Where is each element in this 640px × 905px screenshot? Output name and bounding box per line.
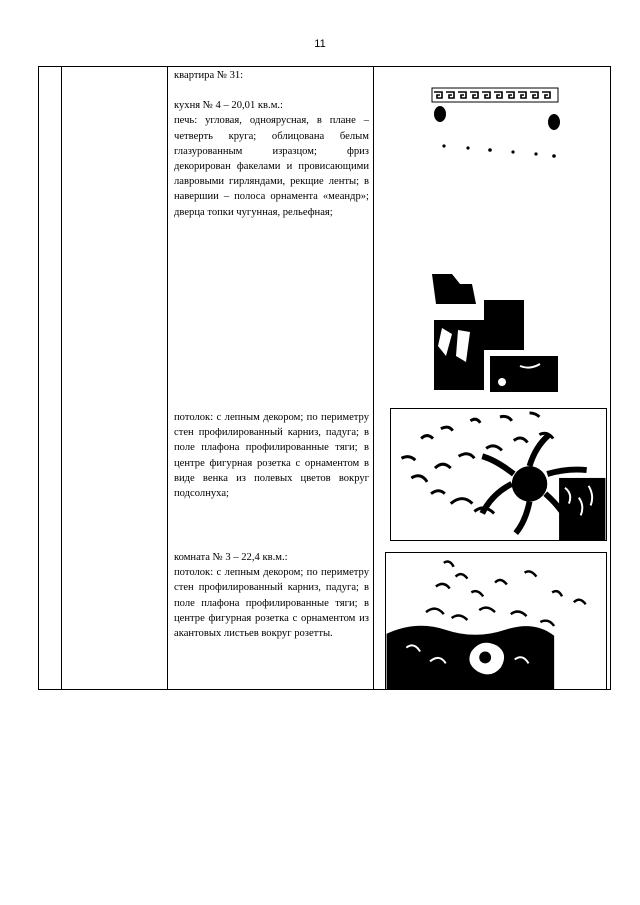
- entry-room-3: [174, 550, 369, 641]
- room-3-ceiling-rosette-photo: [385, 552, 607, 690]
- room-3-rosette-image: [386, 553, 606, 689]
- entry-kitchen-ceiling: [174, 410, 369, 501]
- stove-frieze-photo: [426, 84, 564, 164]
- entry-kitchen-stove: [174, 68, 369, 220]
- column-divider: [167, 67, 168, 689]
- kitchen-ceiling-rosette-photo: [390, 408, 607, 541]
- ceiling-description: потолок: с лепным декором; по периметру стен профилированный карниз, падуга; в поле плафона профилированные тяги; в центре фигурная розетка с орнаментом в виде венка из полевых цветов вокруг подсолнуха;: [174, 412, 369, 500]
- stove-frieze-image: [426, 84, 564, 164]
- room-heading: кухня № 4 – 20,01 кв.м.:: [174, 100, 284, 112]
- stove-door-image: [428, 270, 562, 392]
- apartment-heading: квартира № 31:: [174, 70, 244, 81]
- column-divider: [373, 67, 374, 689]
- ceiling-description: потолок: с лепным декором; по периметру стен профилированный карниз, падуга; в поле плафона профилированные тяги; в центре фигурная розетка с орнаментом из акантовых листьев вокруг розетты.: [174, 567, 369, 640]
- stove-description: печь: угловая, одноярусная, в плане – четверть круга; облицована белым глазурованным изразцом; фриз декорирован факелами и провисающими лавровыми гирляндами, рекщие ленты; в навершии – полоса орнамента «меандр»; дверца топки чугунная, рельефная;: [174, 115, 369, 218]
- page-number: 11: [314, 38, 326, 50]
- room-heading: комната № 3 – 22,4 кв.м.:: [174, 552, 288, 563]
- stove-door-photo: [428, 270, 562, 392]
- kitchen-rosette-image: [391, 409, 606, 540]
- column-divider: [61, 67, 62, 689]
